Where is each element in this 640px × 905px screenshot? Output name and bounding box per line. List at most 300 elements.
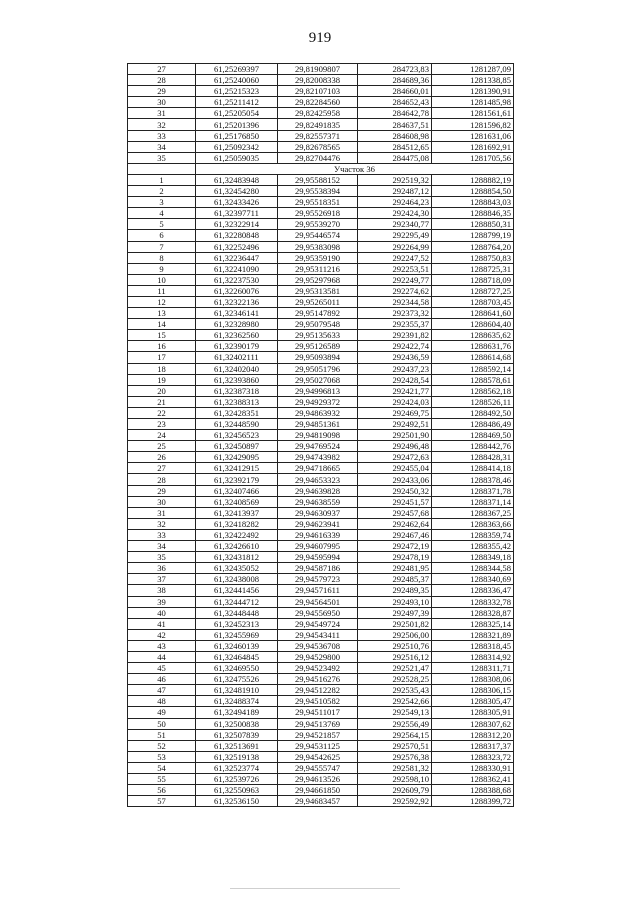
- coordinate-cell: 29,82107103: [278, 86, 358, 97]
- coordinate-cell: 61,32435052: [196, 563, 278, 574]
- table-row: [128, 640, 514, 651]
- coordinate-cell: 61,32507839: [196, 729, 278, 740]
- coordinate-cell: 29,94661850: [278, 785, 358, 796]
- coordinate-cell: 61,25092342: [196, 141, 278, 152]
- coordinate-cell: 61,32513691: [196, 740, 278, 751]
- coordinate-cell: 1281705,56: [432, 152, 514, 163]
- coordinate-cell: 61,32475526: [196, 674, 278, 685]
- coordinate-cell: 61,32469550: [196, 663, 278, 674]
- coordinate-cell: 1288330,91: [432, 762, 514, 773]
- coordinate-cell: 1288631,76: [432, 341, 514, 352]
- point-number-cell: 24: [128, 430, 196, 441]
- coordinate-cell: 1288635,62: [432, 330, 514, 341]
- point-number-cell: 7: [128, 241, 196, 252]
- coordinate-cell: 1288578,61: [432, 374, 514, 385]
- table-row: [128, 308, 514, 319]
- table-row: [128, 441, 514, 452]
- table-row: [128, 796, 514, 807]
- coordinate-cell: 292355,37: [358, 319, 432, 330]
- table-row: [128, 352, 514, 363]
- point-number-cell: 21: [128, 396, 196, 407]
- coordinate-cell: 29,94542625: [278, 751, 358, 762]
- coordinate-cell: 292451,57: [358, 496, 432, 507]
- coordinate-cell: 292570,51: [358, 740, 432, 751]
- coordinate-cell: 61,32454280: [196, 186, 278, 197]
- coordinate-cell: 29,95126589: [278, 341, 358, 352]
- coordinate-cell: 61,32536150: [196, 796, 278, 807]
- coordinate-cell: 292344,58: [358, 296, 432, 307]
- coordinate-cell: 292492,51: [358, 419, 432, 430]
- table-row: [128, 330, 514, 341]
- coordinate-cell: 1288308,06: [432, 674, 514, 685]
- coordinate-cell: 61,32260076: [196, 285, 278, 296]
- table-row: [128, 496, 514, 507]
- point-number-cell: 33: [128, 130, 196, 141]
- coordinate-cell: 1288604,40: [432, 319, 514, 330]
- coordinate-cell: 29,94595994: [278, 552, 358, 563]
- coordinate-cell: 61,32519138: [196, 751, 278, 762]
- coordinate-cell: 1288882,19: [432, 174, 514, 185]
- coordinate-cell: 1288750,83: [432, 252, 514, 263]
- coordinate-cell: 29,94531125: [278, 740, 358, 751]
- coordinate-cell: 292450,32: [358, 485, 432, 496]
- coordinate-cell: 61,25059035: [196, 152, 278, 163]
- coordinate-cell: 29,95311216: [278, 263, 358, 274]
- coordinate-cell: 61,32450897: [196, 441, 278, 452]
- coordinate-cell: 1288846,35: [432, 208, 514, 219]
- point-number-cell: 9: [128, 263, 196, 274]
- table-row: [128, 419, 514, 430]
- coordinate-cell: 292506,00: [358, 629, 432, 640]
- point-number-cell: 39: [128, 596, 196, 607]
- coordinate-cell: 1288764,20: [432, 241, 514, 252]
- coordinate-cell: 292253,51: [358, 263, 432, 274]
- coordinate-cell: 292481,95: [358, 563, 432, 574]
- coordinate-cell: 29,95588152: [278, 174, 358, 185]
- coordinate-cell: 29,94512282: [278, 685, 358, 696]
- point-number-cell: 33: [128, 529, 196, 540]
- table-row: [128, 452, 514, 463]
- coordinate-cell: 1288363,66: [432, 518, 514, 529]
- coordinate-cell: 1288307,62: [432, 718, 514, 729]
- coordinate-cell: 29,82678565: [278, 141, 358, 152]
- coordinate-cell: 1288378,46: [432, 474, 514, 485]
- coordinate-cell: 61,32433426: [196, 197, 278, 208]
- coordinate-cell: 61,32413937: [196, 507, 278, 518]
- coordinate-cell: 1288367,25: [432, 507, 514, 518]
- coordinate-cell: 61,32241090: [196, 263, 278, 274]
- coordinate-cell: 29,82704476: [278, 152, 358, 163]
- coordinate-cell: 29,82284560: [278, 97, 358, 108]
- point-number-cell: 18: [128, 363, 196, 374]
- coordinate-cell: 284608,98: [358, 130, 432, 141]
- coordinate-cell: 292496,48: [358, 441, 432, 452]
- point-number-cell: 26: [128, 452, 196, 463]
- point-number-cell: 43: [128, 640, 196, 651]
- coordinate-cell: 284475,08: [358, 152, 432, 163]
- point-number-cell: 12: [128, 296, 196, 307]
- coordinate-cell: 1288854,50: [432, 186, 514, 197]
- table-row: [128, 385, 514, 396]
- coordinate-cell: 1288323,72: [432, 751, 514, 762]
- point-number-cell: 50: [128, 718, 196, 729]
- coordinate-cell: 29,95051796: [278, 363, 358, 374]
- coordinate-cell: 61,32481910: [196, 685, 278, 696]
- coordinate-cell: 29,95526918: [278, 208, 358, 219]
- coordinates-table: [127, 63, 514, 807]
- point-number-cell: 54: [128, 762, 196, 773]
- coordinate-cell: 61,32483948: [196, 174, 278, 185]
- coordinate-cell: 292472,19: [358, 541, 432, 552]
- table-row: [128, 552, 514, 563]
- coordinate-cell: 29,94571611: [278, 585, 358, 596]
- point-number-cell: 51: [128, 729, 196, 740]
- coordinate-cell: 292549,13: [358, 707, 432, 718]
- coordinate-cell: 292598,10: [358, 774, 432, 785]
- point-number-cell: 47: [128, 685, 196, 696]
- coordinate-cell: 29,94523492: [278, 663, 358, 674]
- coordinate-cell: 29,95446574: [278, 230, 358, 241]
- coordinate-cell: 1288340,69: [432, 574, 514, 585]
- coordinate-cell: 1288317,37: [432, 740, 514, 751]
- coordinate-cell: 29,94513769: [278, 718, 358, 729]
- coordinate-cell: 61,32412915: [196, 463, 278, 474]
- coordinate-cell: 1288614,68: [432, 352, 514, 363]
- coordinate-cell: 292247,52: [358, 252, 432, 263]
- point-number-cell: 2: [128, 186, 196, 197]
- table-row: [128, 563, 514, 574]
- coordinate-cell: 29,94616339: [278, 529, 358, 540]
- coordinate-cell: 1288332,78: [432, 596, 514, 607]
- point-number-cell: 31: [128, 108, 196, 119]
- table-row: [128, 108, 514, 119]
- coordinate-cell: 1288312,20: [432, 729, 514, 740]
- coordinate-cell: 1288414,18: [432, 463, 514, 474]
- coordinate-cell: 29,94607995: [278, 541, 358, 552]
- coordinate-cell: 1281287,09: [432, 64, 514, 75]
- point-number-cell: 6: [128, 230, 196, 241]
- section-title: Участок 36: [196, 163, 514, 174]
- table-row: [128, 574, 514, 585]
- coordinate-cell: 29,94653323: [278, 474, 358, 485]
- coordinate-cell: 292469,75: [358, 407, 432, 418]
- coordinate-cell: 29,94543411: [278, 629, 358, 640]
- coordinate-cell: 29,95093894: [278, 352, 358, 363]
- coordinate-cell: 1281692,91: [432, 141, 514, 152]
- coordinate-cell: 61,32438008: [196, 574, 278, 585]
- coordinate-cell: 284723,83: [358, 64, 432, 75]
- table-row: [128, 241, 514, 252]
- table-row: [128, 97, 514, 108]
- coordinate-cell: 61,32397711: [196, 208, 278, 219]
- point-number-cell: 32: [128, 518, 196, 529]
- table-row: [128, 751, 514, 762]
- coordinate-cell: 29,94819098: [278, 430, 358, 441]
- coordinate-cell: 61,32488374: [196, 696, 278, 707]
- table-row: [128, 507, 514, 518]
- coordinate-cell: 61,32455969: [196, 629, 278, 640]
- table-row: [128, 529, 514, 540]
- coordinate-cell: 1288727,25: [432, 285, 514, 296]
- table-row: [128, 762, 514, 773]
- point-number-cell: 25: [128, 441, 196, 452]
- coordinate-cell: 292501,82: [358, 618, 432, 629]
- coordinate-cell: 1288305,47: [432, 696, 514, 707]
- table-row: [128, 252, 514, 263]
- coordinate-cell: 1288336,47: [432, 585, 514, 596]
- coordinate-cell: 61,32428351: [196, 407, 278, 418]
- coordinate-cell: 1288359,74: [432, 529, 514, 540]
- coordinate-cell: 61,32402111: [196, 352, 278, 363]
- coordinate-cell: 29,94521857: [278, 729, 358, 740]
- coordinate-cell: 29,94996813: [278, 385, 358, 396]
- coordinate-cell: 61,32392179: [196, 474, 278, 485]
- coordinate-cell: 284642,78: [358, 108, 432, 119]
- coordinate-cell: 292535,43: [358, 685, 432, 696]
- coordinate-cell: 292422,74: [358, 341, 432, 352]
- coordinate-cell: 1288371,78: [432, 485, 514, 496]
- point-number-cell: 30: [128, 496, 196, 507]
- coordinate-cell: 29,94564501: [278, 596, 358, 607]
- coordinate-cell: 1288371,14: [432, 496, 514, 507]
- coordinate-cell: 61,32448448: [196, 607, 278, 618]
- table-row: [128, 341, 514, 352]
- coordinate-cell: 61,32452313: [196, 618, 278, 629]
- point-number-cell: 16: [128, 341, 196, 352]
- table-row: [128, 629, 514, 640]
- table-row: [128, 174, 514, 185]
- coordinate-cell: 292487,12: [358, 186, 432, 197]
- coordinate-cell: 29,95518351: [278, 197, 358, 208]
- coordinate-cell: 292592,92: [358, 796, 432, 807]
- coordinate-cell: 29,94638559: [278, 496, 358, 507]
- coordinate-cell: 61,32418282: [196, 518, 278, 529]
- point-number-cell: 30: [128, 97, 196, 108]
- coordinate-cell: 29,95539270: [278, 219, 358, 230]
- coordinate-cell: 61,32456523: [196, 430, 278, 441]
- table-row: [128, 86, 514, 97]
- coordinate-cell: 29,95359190: [278, 252, 358, 263]
- coordinate-cell: 284637,51: [358, 119, 432, 130]
- coordinate-cell: 29,94929372: [278, 396, 358, 407]
- point-number-cell: 22: [128, 407, 196, 418]
- coordinate-cell: 29,95383098: [278, 241, 358, 252]
- coordinate-cell: 292373,32: [358, 308, 432, 319]
- table-row: [128, 430, 514, 441]
- coordinate-cell: 284512,65: [358, 141, 432, 152]
- coordinate-cell: 1288850,31: [432, 219, 514, 230]
- coordinate-cell: 1281338,85: [432, 75, 514, 86]
- table-row: [128, 274, 514, 285]
- coordinate-cell: 292424,03: [358, 396, 432, 407]
- coordinate-cell: 292516,12: [358, 651, 432, 662]
- coordinate-cell: 1288843,03: [432, 197, 514, 208]
- point-number-cell: 34: [128, 541, 196, 552]
- coordinate-cell: 61,32393860: [196, 374, 278, 385]
- coordinate-cell: 61,32322914: [196, 219, 278, 230]
- coordinate-cell: 284660,01: [358, 86, 432, 97]
- coordinate-cell: 61,25205054: [196, 108, 278, 119]
- coordinate-cell: 1288321,89: [432, 629, 514, 640]
- coordinate-cell: 292519,32: [358, 174, 432, 185]
- coordinate-cell: 292428,54: [358, 374, 432, 385]
- table-row: [128, 485, 514, 496]
- point-number-cell: 35: [128, 152, 196, 163]
- coordinate-cell: 29,81909807: [278, 64, 358, 75]
- coordinate-cell: 1288318,45: [432, 640, 514, 651]
- point-number-cell: 53: [128, 751, 196, 762]
- coordinate-cell: 1281596,82: [432, 119, 514, 130]
- coordinate-cell: 1288362,41: [432, 774, 514, 785]
- table-row: [128, 219, 514, 230]
- point-number-cell: 48: [128, 696, 196, 707]
- coordinate-cell: 1288526,11: [432, 396, 514, 407]
- coordinate-cell: 61,32494189: [196, 707, 278, 718]
- point-number-cell: 44: [128, 651, 196, 662]
- point-number-cell: 4: [128, 208, 196, 219]
- coordinate-cell: 29,94623941: [278, 518, 358, 529]
- coordinate-cell: 61,32500838: [196, 718, 278, 729]
- point-number-cell: 41: [128, 618, 196, 629]
- table-row: [128, 663, 514, 674]
- coordinate-cell: 292556,49: [358, 718, 432, 729]
- coordinate-cell: 292436,59: [358, 352, 432, 363]
- coordinate-cell: 61,32464845: [196, 651, 278, 662]
- point-number-cell: 20: [128, 385, 196, 396]
- coordinate-cell: 29,95027068: [278, 374, 358, 385]
- coordinate-cell: 61,32252496: [196, 241, 278, 252]
- table-row: [128, 618, 514, 629]
- coordinate-cell: 61,32237530: [196, 274, 278, 285]
- scan-artifact-line: [230, 888, 400, 889]
- table-row: [128, 774, 514, 785]
- coordinate-cell: 29,94743982: [278, 452, 358, 463]
- coordinate-cell: 1288562,18: [432, 385, 514, 396]
- coordinate-cell: 292264,99: [358, 241, 432, 252]
- coordinate-cell: 61,32346141: [196, 308, 278, 319]
- coordinate-cell: 61,32441456: [196, 585, 278, 596]
- point-number-cell: 27: [128, 64, 196, 75]
- point-number-cell: 17: [128, 352, 196, 363]
- table-row: [128, 75, 514, 86]
- coordinate-cell: 292478,19: [358, 552, 432, 563]
- coordinate-cell: 1288305,91: [432, 707, 514, 718]
- coordinate-cell: 1288306,15: [432, 685, 514, 696]
- table-row: [128, 285, 514, 296]
- table-row: [128, 474, 514, 485]
- coordinate-cell: 61,32328980: [196, 319, 278, 330]
- coordinate-cell: 1288442,76: [432, 441, 514, 452]
- coordinate-cell: 1288314,92: [432, 651, 514, 662]
- coordinate-cell: 292462,64: [358, 518, 432, 529]
- coordinate-cell: 1288592,14: [432, 363, 514, 374]
- coordinate-cell: 292421,77: [358, 385, 432, 396]
- point-number-cell: 46: [128, 674, 196, 685]
- coordinate-cell: 29,94630937: [278, 507, 358, 518]
- coordinate-cell: 292521,47: [358, 663, 432, 674]
- coordinate-cell: 29,94536708: [278, 640, 358, 651]
- table-row: [128, 785, 514, 796]
- coordinate-cell: 292576,38: [358, 751, 432, 762]
- coordinate-cell: 29,95135633: [278, 330, 358, 341]
- coordinate-cell: 292295,49: [358, 230, 432, 241]
- coordinate-cell: 29,82008338: [278, 75, 358, 86]
- coordinate-cell: 61,32426610: [196, 541, 278, 552]
- coordinate-cell: 1288641,60: [432, 308, 514, 319]
- coordinate-cell: 292564,15: [358, 729, 432, 740]
- coordinate-cell: 29,82557371: [278, 130, 358, 141]
- point-number-cell: 15: [128, 330, 196, 341]
- table-row: [128, 296, 514, 307]
- table-row: [128, 729, 514, 740]
- coordinate-cell: 292489,35: [358, 585, 432, 596]
- coordinate-cell: 61,32387318: [196, 385, 278, 396]
- coordinate-cell: 1288311,71: [432, 663, 514, 674]
- coordinate-cell: 284652,43: [358, 97, 432, 108]
- coordinate-cell: 292457,68: [358, 507, 432, 518]
- coordinate-cell: 1281631,06: [432, 130, 514, 141]
- table-row: [128, 541, 514, 552]
- coordinate-cell: 292455,04: [358, 463, 432, 474]
- coordinate-cell: 292391,82: [358, 330, 432, 341]
- coordinate-cell: 292542,66: [358, 696, 432, 707]
- coordinate-cell: 29,95147892: [278, 308, 358, 319]
- coordinate-cell: 61,32444712: [196, 596, 278, 607]
- table-row: [128, 186, 514, 197]
- point-number-cell: 23: [128, 419, 196, 430]
- coordinate-cell: 29,95079548: [278, 319, 358, 330]
- coordinate-cell: 29,94549724: [278, 618, 358, 629]
- coordinate-cell: 292501,90: [358, 430, 432, 441]
- coordinate-cell: 61,32431812: [196, 552, 278, 563]
- coordinate-cell: 292581,32: [358, 762, 432, 773]
- point-number-cell: 35: [128, 552, 196, 563]
- coordinate-cell: 1288486,49: [432, 419, 514, 430]
- point-number-cell: 5: [128, 219, 196, 230]
- table-row: [128, 319, 514, 330]
- coordinate-cell: 1288718,09: [432, 274, 514, 285]
- coordinate-cell: 292437,23: [358, 363, 432, 374]
- coordinate-cell: 292433,06: [358, 474, 432, 485]
- coordinate-cell: 29,94769524: [278, 441, 358, 452]
- table-row: [128, 674, 514, 685]
- coordinate-cell: 1288492,50: [432, 407, 514, 418]
- table-row: [128, 707, 514, 718]
- table-row: [128, 696, 514, 707]
- coordinate-cell: 292467,46: [358, 529, 432, 540]
- coordinate-cell: 61,25211412: [196, 97, 278, 108]
- table-row: [128, 407, 514, 418]
- coordinate-cell: 292249,77: [358, 274, 432, 285]
- coordinate-cell: 29,94556950: [278, 607, 358, 618]
- table-row: [128, 651, 514, 662]
- table-row: [128, 263, 514, 274]
- point-number-cell: 28: [128, 474, 196, 485]
- coordinate-cell: 61,32429095: [196, 452, 278, 463]
- coordinate-cell: 29,95297968: [278, 274, 358, 285]
- coordinate-cell: 292609,79: [358, 785, 432, 796]
- point-number-cell: 10: [128, 274, 196, 285]
- table-row: [128, 396, 514, 407]
- section-row: [128, 163, 514, 174]
- coordinate-cell: 29,94529800: [278, 651, 358, 662]
- point-number-cell: 29: [128, 86, 196, 97]
- coordinate-cell: 292510,76: [358, 640, 432, 651]
- coordinate-cell: 29,94851361: [278, 419, 358, 430]
- coordinate-cell: 292472,63: [358, 452, 432, 463]
- point-number-cell: 42: [128, 629, 196, 640]
- coordinate-cell: 29,94683457: [278, 796, 358, 807]
